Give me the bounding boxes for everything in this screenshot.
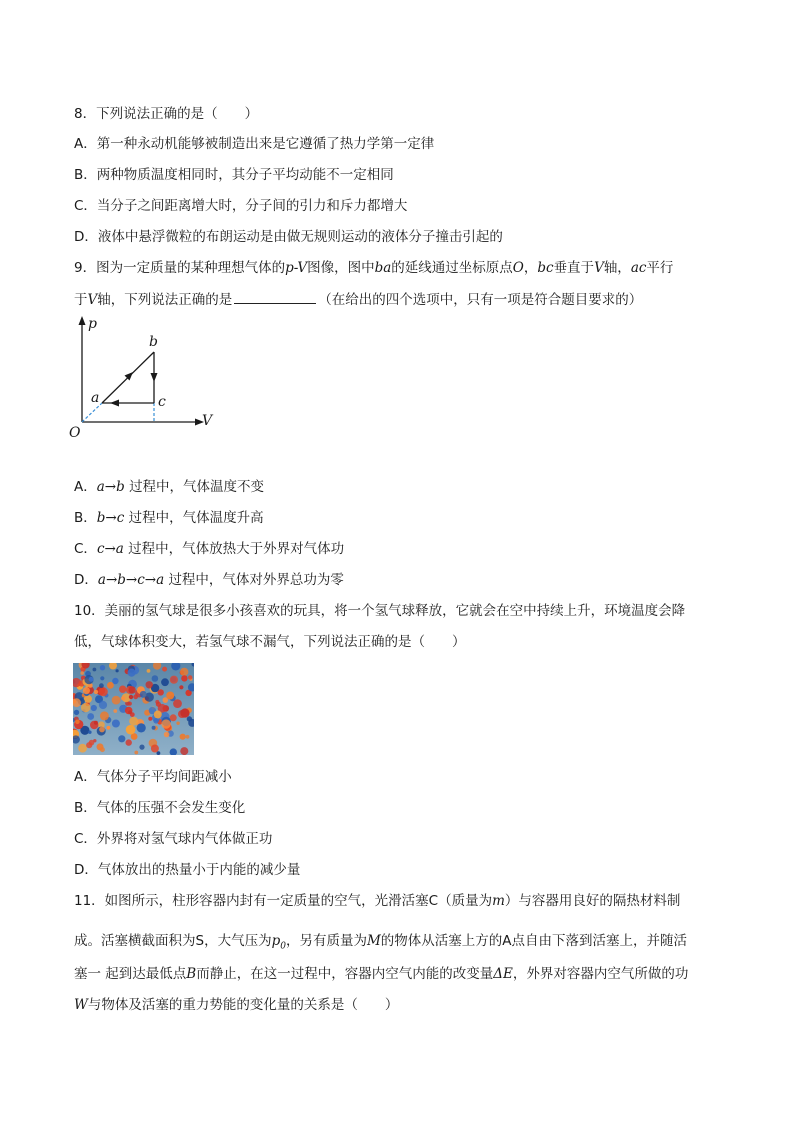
balloon — [161, 678, 169, 686]
q9-option-c: C．c→a 过程中，气体放热大于外界对气体功 — [74, 541, 345, 557]
balloon — [89, 740, 95, 746]
origin-label: O — [69, 425, 81, 441]
axis-label-v: V — [202, 413, 213, 429]
balloon — [119, 686, 126, 693]
balloon-photo — [73, 663, 194, 755]
balloon — [137, 723, 146, 732]
balloon — [112, 678, 118, 684]
balloon — [164, 732, 170, 738]
balloon — [93, 668, 97, 672]
balloon — [151, 745, 159, 753]
q8-stem: 8．下列说法正确的是（ ） — [74, 106, 259, 122]
balloon — [99, 687, 108, 696]
pv-diagram — [66, 312, 226, 442]
balloon — [99, 701, 107, 709]
balloon — [112, 696, 121, 705]
balloon — [100, 676, 104, 680]
balloon — [113, 709, 117, 713]
balloon — [129, 695, 133, 699]
q8-option-a: A．第一种永动机能够被制造出来是它遵循了热力学第一定律 — [74, 136, 435, 152]
balloon — [100, 665, 105, 670]
q11-line3: 塞一 起到达最低点B而静止，在这一过程中，容器内空气内能的改变量ΔE，外界对容器内空气所做的功 — [74, 966, 689, 982]
balloon — [180, 708, 189, 717]
arrow-b-c — [151, 373, 158, 382]
q10-stem-line1: 10．美丽的氢气球是很多小孩喜欢的玩具，将一个氢气球释放，它就会在空中持续上升，环境温度会降 — [74, 603, 686, 619]
balloon — [75, 720, 80, 725]
q8-option-d: D．液体中悬浮微粒的布朗运动是由做无规则运动的液体分子撞击引起的 — [74, 229, 503, 245]
balloon — [154, 711, 162, 719]
axis-label-p: p — [88, 316, 97, 332]
balloon — [81, 703, 90, 712]
point-label-c: c — [158, 394, 166, 410]
balloon — [99, 683, 104, 688]
q11-line1: 11．如图所示，柱形容器内封有一定质量的空气，光滑活塞C（质量为m）与容器用良好的隔热材料制 — [74, 893, 681, 909]
balloon — [128, 669, 136, 677]
balloon — [180, 747, 188, 755]
answer-blank[interactable] — [234, 289, 316, 304]
arrow-c-a — [110, 400, 119, 407]
balloon — [88, 731, 91, 734]
balloon — [133, 694, 138, 699]
balloon — [89, 677, 94, 682]
balloon — [186, 735, 190, 739]
balloon — [180, 668, 188, 676]
balloon — [161, 719, 170, 728]
q10-option-d: D．气体放出的热量小于内能的减少量 — [74, 862, 301, 878]
balloon — [140, 691, 147, 698]
balloon — [107, 682, 114, 689]
balloon — [107, 726, 111, 730]
p-axis-arrow — [79, 316, 86, 325]
q9-option-d: D．a→b→c→a 过程中，气体对外界总功为零 — [74, 572, 344, 588]
point-label-a: a — [91, 390, 100, 406]
balloon — [78, 744, 87, 753]
balloon — [170, 676, 178, 684]
balloon — [146, 681, 153, 688]
balloon — [74, 710, 79, 715]
balloon — [134, 751, 138, 755]
balloon — [176, 722, 179, 725]
balloon — [162, 667, 167, 672]
balloon — [97, 743, 104, 750]
balloon — [128, 702, 132, 706]
balloon — [128, 710, 132, 714]
balloon — [94, 690, 98, 694]
balloon — [100, 711, 109, 720]
q9-option-a: A．a→b 过程中，气体温度不变 — [74, 479, 265, 495]
q9-option-b: B．b→c 过程中，气体温度升高 — [74, 510, 264, 526]
balloon — [129, 717, 138, 726]
balloon — [118, 735, 125, 742]
balloon — [83, 687, 90, 694]
balloon — [166, 692, 174, 700]
q8-option-b: B．两种物质温度相同时，其分子平均动能不一定相同 — [74, 167, 394, 183]
q9-stem-line1: 9．图为一定质量的某种理想气体的p-V图像，图中ba的延线通过坐标原点O，bc垂直于V轴，ac平行 — [74, 260, 674, 276]
point-label-b: b — [149, 334, 158, 350]
balloon — [147, 669, 151, 673]
balloon — [155, 700, 159, 704]
balloon — [94, 721, 98, 725]
balloon — [112, 720, 120, 728]
balloon — [188, 675, 192, 679]
balloon — [87, 713, 94, 720]
q11-line4: W与物体及活塞的重力势能的变化量的关系是（ ） — [74, 997, 399, 1013]
q10-stem-line2: 低，气球体积变大，若氢气球不漏气，下列说法正确的是（ ） — [74, 634, 466, 650]
balloon — [126, 739, 132, 745]
balloon — [152, 726, 156, 730]
q10-option-a: A．气体分子平均间距减小 — [74, 769, 232, 785]
balloon — [139, 745, 144, 750]
balloon — [180, 734, 186, 740]
q10-option-c: C．外界将对氢气球内气体做正功 — [74, 831, 273, 847]
balloon — [152, 675, 159, 682]
balloon — [121, 696, 125, 700]
balloon — [91, 705, 97, 711]
q8-option-c: C．当分子之间距离增大时，分子间的引力和斥力都增大 — [74, 198, 408, 214]
balloon — [179, 685, 183, 689]
balloon — [128, 686, 135, 693]
balloon — [116, 669, 119, 672]
balloon — [126, 725, 136, 735]
q11-line2: 成。活塞横截面积为S，大气压为$p_0$，另有质量为M的物体从活塞上方的A点自由下落到活塞上，并随活 — [74, 933, 688, 952]
balloon — [170, 714, 177, 721]
q9-stem-line2: 于V轴，下列说法正确的是 （在给出的四个选项中，只有一项是符合题目要求的） — [74, 289, 642, 310]
balloon — [148, 717, 152, 721]
balloon — [99, 727, 105, 733]
balloon — [181, 675, 187, 681]
balloon — [153, 718, 159, 724]
q10-option-b: B．气体的压强不会发生变化 — [74, 800, 246, 816]
balloon — [80, 671, 84, 675]
